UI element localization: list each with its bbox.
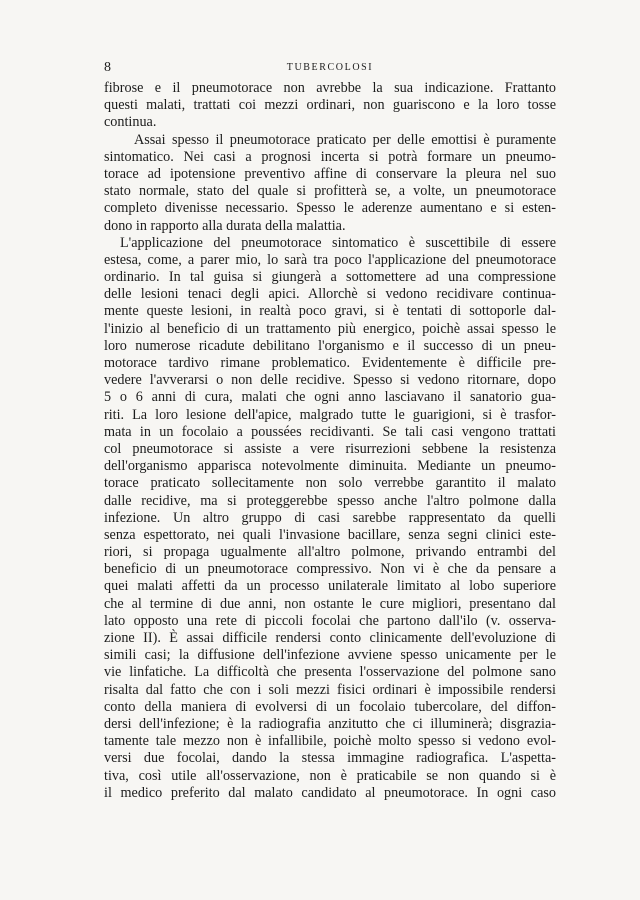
text-line: 5 o 6 anni di cura, malati che ogni anno lasciavano il sanatorio gua- — [104, 389, 556, 406]
text-line: beneficio di un pneumotorace compressivo. Non vi è che da pensare a — [104, 561, 556, 578]
text-line: dell'organismo apparisca notevolmente diminuita. Mediante un pneumo- — [104, 458, 556, 475]
text-line: riti. La loro lesione dell'apice, malgrado tutte le guarigioni, si è trasfor- — [104, 406, 556, 423]
text-line: vie linfatiche. La difficoltà che presenta l'osservazione del polmone sano — [104, 664, 556, 681]
text-line: continua. — [104, 114, 157, 131]
text-line: torace praticato sollecitamente non solo verrebbe garantito il malato — [104, 475, 556, 492]
text-line: simili casi; la diffusione dell'infezione avviene spesso unicamente per le — [104, 647, 556, 664]
text-line: questi malati, trattati coi mezzi ordinari, non guariscono e la loro tosse — [104, 97, 556, 114]
text-line: vedere l'avverarsi o non delle recidive. Spesso si vedono ritornare, dopo — [104, 372, 556, 389]
text-line: conto della maniera di evolversi di un focolaio tubercolare, del diffon- — [104, 698, 556, 715]
text-line: motorace tardivo rimane problematico. Evidentemente è difficile pre- — [104, 355, 556, 371]
text-line: col pneumotorace si assiste a vere risurrezioni sebbene la resistenza — [104, 440, 556, 457]
text-line: estesa, come, a parer mio, lo sarà tra poco l'applicazione del pneumotorace — [104, 251, 556, 268]
text-line: loro numerose ricadute debilitano l'organismo e il successo di un pneu- — [104, 337, 556, 354]
text-line: fibrose e il pneumotorace non avrebbe la sua indicazione. Frattanto — [104, 80, 556, 96]
text-line: zione II). È assai difficile rendersi conto clinicamente dell'evoluzione di — [104, 630, 556, 646]
text-line: l'inizio al beneficio di un trattamento più energico, poichè assai spesso le — [104, 320, 556, 337]
text-line: stato normale, stato del quale si profitterà se, a volte, un pneumotorace — [104, 183, 556, 200]
text-line: riori, si propaga ugualmente all'altro polmone, privando entrambi del — [104, 544, 556, 561]
text-line: mente queste lesioni, in realtà poco gravi, si è tentati di sottoporle dal- — [104, 303, 556, 320]
page-number: 8 — [104, 60, 111, 75]
text-line: dono in rapporto alla durata della malattia. — [104, 217, 346, 234]
text-line: infezione. Un altro gruppo di casi sarebbe rappresentato da quelli — [104, 509, 556, 526]
page-header — [104, 60, 556, 78]
text-line: che al termine di due anni, non ostante le cure migliori, presentano dal — [104, 595, 556, 612]
text-line: quei malati affetti da un processo unilaterale limitato al lobo superiore — [104, 578, 556, 595]
text-line: L'applicazione del pneumotorace sintomatico è suscettibile di essere — [120, 234, 556, 251]
text-line: lato opposto una rete di piccoli focolai che partono dall'ilo (v. osserva- — [104, 612, 556, 629]
text-line: il medico preferito dal malato candidato al pneumotorace. In ogni caso — [104, 784, 556, 801]
text-line: torace ad ipotensione preventivo affine di conservare la pleura nel suo — [104, 165, 556, 182]
text-line: dalle recidive, ma si proteggerebbe spesso anche l'altro polmone dalla — [104, 492, 556, 509]
text-line: senza espettorato, nei quali l'invasione bacillare, senza segni clinici este- — [104, 526, 556, 543]
text-line: tiva, così utile all'osservazione, non è praticabile se non quando si è — [104, 767, 556, 784]
text-line: risalta dal fatto che con i soli mezzi fisici ordinari è impossibile rendersi — [104, 681, 556, 698]
text-line: ordinario. In tal guisa si giungerà a sottomettere ad una compressione — [104, 269, 556, 286]
text-line: versi due focolai, dando la stessa immagine radiografica. L'aspetta- — [104, 750, 556, 767]
text-line: delle lesioni tenaci degli apici. Allorchè si vedono recidivare continua- — [104, 286, 556, 303]
text-line: tamente tale mezzo non è infallibile, poichè molto spesso si vedono evol- — [104, 733, 556, 750]
body-text — [104, 80, 556, 802]
running-head: TUBERCOLOSI — [286, 62, 374, 73]
text-line: mata in un focolaio a poussées recidivanti. Se tali casi vengono trattati — [104, 423, 556, 440]
text-line: completo divenisse necessario. Spesso le aderenze aumentano e si esten- — [104, 200, 556, 217]
text-line: sintomatico. Nei casi a prognosi incerta si potrà formare un pneumo- — [104, 148, 556, 165]
text-line: dersi dell'infezione; è la radiografia anzitutto che ci illuminerà; disgrazia- — [104, 715, 556, 732]
text-line: Assai spesso il pneumotorace praticato per delle emottisi è puramente — [134, 131, 556, 148]
